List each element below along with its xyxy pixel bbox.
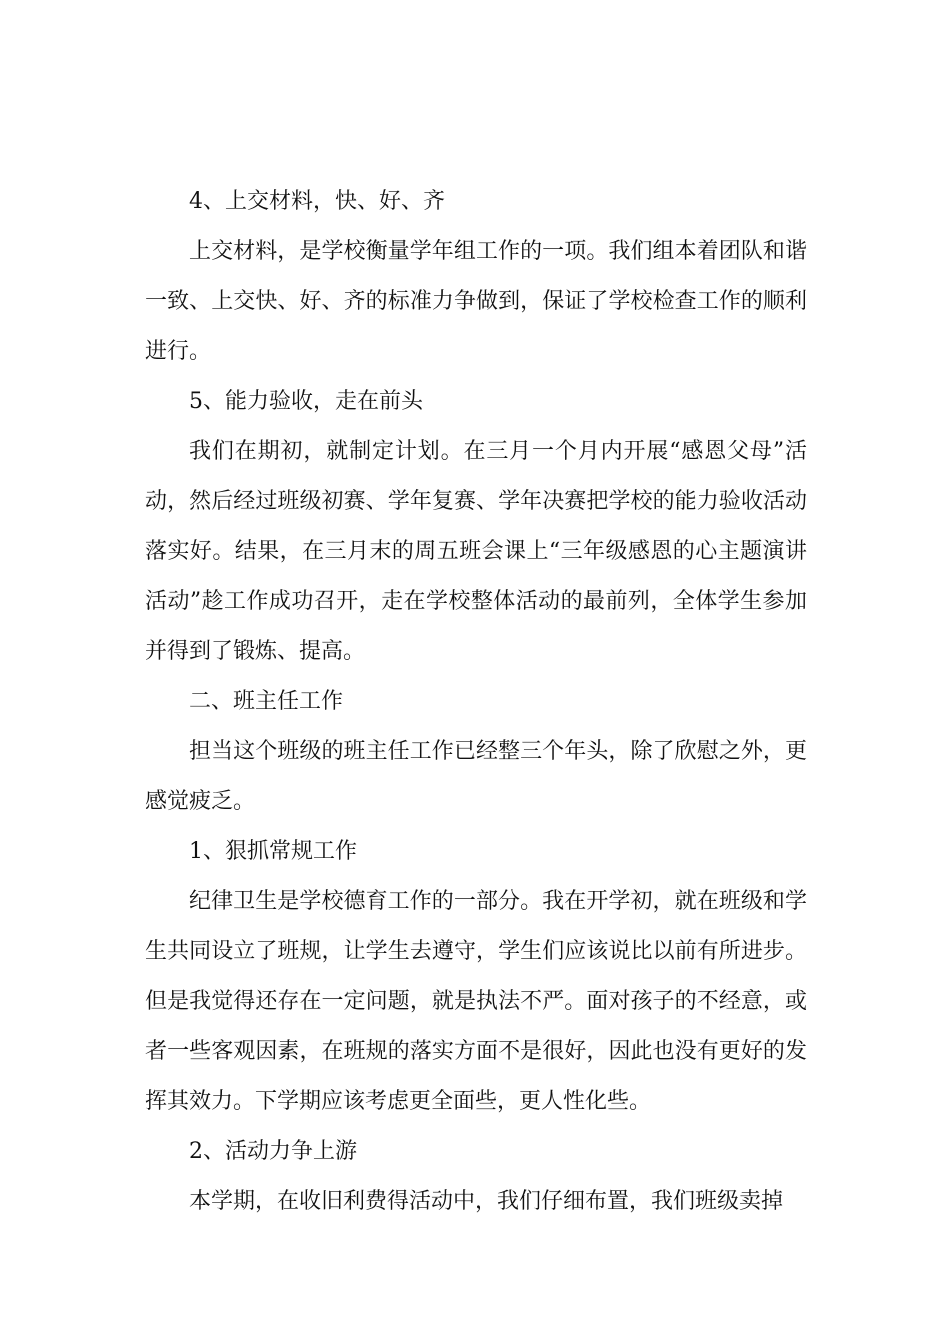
paragraph: 纪律卫生是学校德育工作的一部分。我在开学初，就在班级和学生共同设立了班规，让学生去遵守，学生们应该说比以前有所进步。但是我觉得还存在一定问题，就是执法不严。面对孩子的不经意，或者一些客观因素，在班规的落实方面不是很好，因此也没有更好的发挥其效力。下学期应该考虑更全面些，更人性化些。	[145, 889, 807, 1114]
document-body	[145, 177, 807, 1227]
section-heading: 4、上交材料，快、好、齐	[189, 189, 445, 214]
section-heading: 二、班主任工作	[189, 689, 344, 714]
paragraph: 上交材料，是学校衡量学年组工作的一项。我们组本着团队和谐一致、上交快、好、齐的标准力争做到，保证了学校检查工作的顺利进行。	[145, 239, 807, 364]
paragraph: 本学期，在收旧利费得活动中，我们仔细布置，我们班级卖掉	[189, 1189, 784, 1214]
section-heading: 2、活动力争上游	[189, 1139, 357, 1164]
paragraph: 我们在期初，就制定计划。在三月一个月内开展“感恩父母”活动，然后经过班级初赛、学年复赛、学年决赛把学校的能力验收活动落实好。结果，在三月末的周五班会课上“三年级感恩的心主题演讲活动”趁工作成功召开，走在学校整体活动的最前列，全体学生参加并得到了锻炼、提高。	[145, 439, 807, 664]
paragraph: 担当这个班级的班主任工作已经整三个年头，除了欣慰之外，更感觉疲乏。	[145, 739, 807, 814]
section-heading: 5、能力验收，走在前头	[189, 389, 423, 414]
section-heading: 1、狠抓常规工作	[189, 839, 357, 864]
